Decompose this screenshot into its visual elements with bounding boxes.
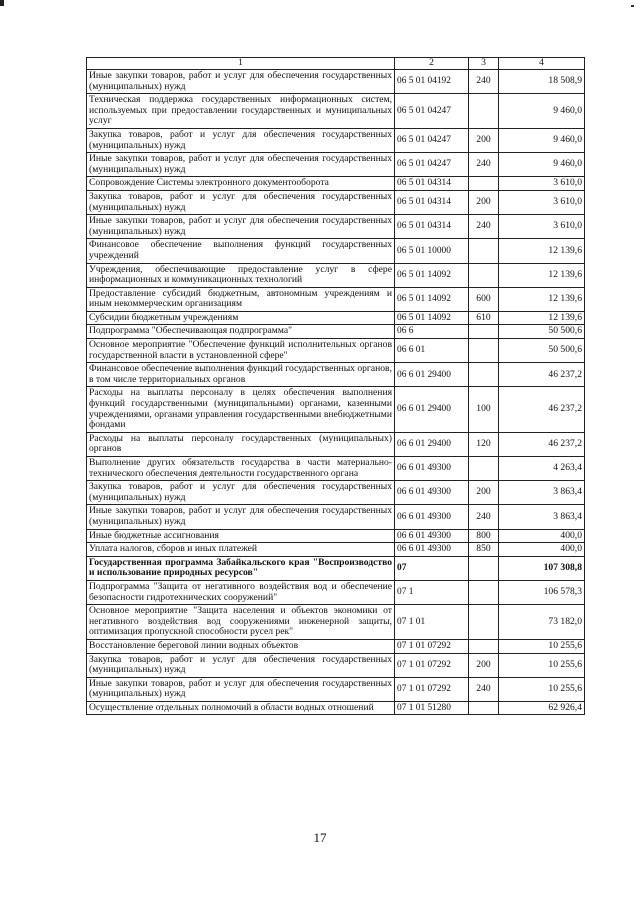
- header-col-4: 4: [499, 58, 585, 70]
- row-amount-cell: 62 926,4: [499, 701, 585, 715]
- row-type-cell: [469, 94, 499, 129]
- row-type-cell: [469, 239, 499, 263]
- row-type-cell: [469, 363, 499, 387]
- table-row: [87, 153, 585, 177]
- row-type-cell: 200: [469, 481, 499, 505]
- row-code-cell: 07 1: [395, 580, 469, 604]
- row-amount-cell: 9 460,0: [499, 153, 585, 177]
- row-name-cell: Учреждения, обеспечивающие предоставление услуг в сфере информационных и коммуникационных технологий: [87, 263, 395, 287]
- row-type-cell: [469, 701, 499, 715]
- row-name-cell: Расходы на выплаты персоналу государственных (муниципальных) органов: [87, 432, 395, 456]
- row-amount-cell: 46 237,2: [499, 387, 585, 432]
- table-row: [87, 580, 585, 604]
- row-amount-cell: 106 578,3: [499, 580, 585, 604]
- table-row: [87, 239, 585, 263]
- table-row: [87, 177, 585, 191]
- table-row: [87, 387, 585, 432]
- row-type-cell: 610: [469, 311, 499, 325]
- row-code-cell: 06 6 01 49300: [395, 481, 469, 505]
- row-amount-cell: 3 863,4: [499, 505, 585, 529]
- row-type-cell: [469, 339, 499, 363]
- row-code-cell: 06 6 01 49300: [395, 457, 469, 481]
- row-amount-cell: 3 610,0: [499, 190, 585, 214]
- row-type-cell: 240: [469, 70, 499, 94]
- row-code-cell: 06 6 01 29400: [395, 387, 469, 432]
- row-name-cell: Выполнение других обязательств государства в части материально-технического обеспечения деятельности государственного органа: [87, 457, 395, 481]
- table-row: [87, 263, 585, 287]
- table-row: [87, 215, 585, 239]
- row-type-cell: [469, 580, 499, 604]
- row-name-cell: Закупка товаров, работ и услуг для обеспечения государственных (муниципальных) нужд: [87, 653, 395, 677]
- row-name-cell: Основное мероприятие "Защита населения и объектов экономики от негативного воздействия вод сооружениями инженерной защиты, оптимизация пропускной способности русел рек": [87, 605, 395, 640]
- row-type-cell: 240: [469, 153, 499, 177]
- row-code-cell: 06 5 01 04314: [395, 215, 469, 239]
- row-name-cell: Иные закупки товаров, работ и услуг для обеспечения государственных (муниципальных) нужд: [87, 70, 395, 94]
- table-row: [87, 432, 585, 456]
- header-col-3: 3: [469, 58, 499, 70]
- row-name-cell: Иные закупки товаров, работ и услуг для обеспечения государственных (муниципальных) нужд: [87, 215, 395, 239]
- row-name-cell: Уплата налогов, сборов и иных платежей: [87, 543, 395, 557]
- row-type-cell: [469, 556, 499, 580]
- table-row: [87, 128, 585, 152]
- row-code-cell: 06 5 01 14092: [395, 311, 469, 325]
- row-amount-cell: 50 500,6: [499, 339, 585, 363]
- table-row: [87, 339, 585, 363]
- row-amount-cell: 9 460,0: [499, 94, 585, 129]
- row-code-cell: 06 6 01 49300: [395, 505, 469, 529]
- row-name-cell: Осуществление отдельных полномочий в области водных отношений: [87, 701, 395, 715]
- row-code-cell: 07 1 01: [395, 605, 469, 640]
- row-amount-cell: 12 139,6: [499, 263, 585, 287]
- page-number: 17: [313, 830, 327, 845]
- table-row: [87, 190, 585, 214]
- row-code-cell: 07 1 01 51280: [395, 701, 469, 715]
- row-code-cell: 06 6 01 49300: [395, 543, 469, 557]
- table-row: [87, 556, 585, 580]
- row-name-cell: Сопровождение Системы электронного документооборота: [87, 177, 395, 191]
- row-code-cell: 06 5 01 04247: [395, 128, 469, 152]
- row-code-cell: 07 1 01 07292: [395, 677, 469, 701]
- row-amount-cell: 3 863,4: [499, 481, 585, 505]
- row-amount-cell: 9 460,0: [499, 128, 585, 152]
- table-row: [87, 287, 585, 311]
- row-code-cell: 06 5 01 04314: [395, 177, 469, 191]
- row-code-cell: 07 1 01 07292: [395, 653, 469, 677]
- table-row: [87, 677, 585, 701]
- row-code-cell: 06 5 01 04314: [395, 190, 469, 214]
- row-code-cell: 06 5 01 04247: [395, 153, 469, 177]
- budget-table: [86, 57, 585, 715]
- row-code-cell: 06 5 01 04247: [395, 94, 469, 129]
- row-type-cell: 800: [469, 529, 499, 543]
- table-row: [87, 605, 585, 640]
- row-name-cell: Подпрограмма "Защита от негативного воздействия вод и обеспечение безопасности гидротехнических сооружений": [87, 580, 395, 604]
- row-type-cell: 240: [469, 677, 499, 701]
- row-name-cell: Закупка товаров, работ и услуг для обеспечения государственных (муниципальных) нужд: [87, 481, 395, 505]
- row-type-cell: [469, 177, 499, 191]
- row-amount-cell: 400,0: [499, 529, 585, 543]
- row-name-cell: Государственная программа Забайкальского края "Воспроизводство и использование природных ресурсов": [87, 556, 395, 580]
- row-name-cell: Финансовое обеспечение выполнения функций государственных органов, в том числе территориальных органов: [87, 363, 395, 387]
- row-code-cell: 06 5 01 04192: [395, 70, 469, 94]
- row-amount-cell: 46 237,2: [499, 432, 585, 456]
- table-row: [87, 639, 585, 653]
- table-row: [87, 311, 585, 325]
- row-type-cell: 120: [469, 432, 499, 456]
- scan-corner-mark: [0, 0, 4, 6]
- table-row: [87, 70, 585, 94]
- row-amount-cell: 10 255,6: [499, 653, 585, 677]
- row-code-cell: 06 6 01 29400: [395, 363, 469, 387]
- row-code-cell: 06 6 01 49300: [395, 529, 469, 543]
- row-amount-cell: 12 139,6: [499, 239, 585, 263]
- row-name-cell: Иные закупки товаров, работ и услуг для обеспечения государственных (муниципальных) нужд: [87, 153, 395, 177]
- row-name-cell: Расходы на выплаты персоналу в целях обеспечения выполнения функций государственными (муниципальными) органами, казенными учреждениями, органами управления государственными внебюджетными фондами: [87, 387, 395, 432]
- row-amount-cell: 12 139,6: [499, 311, 585, 325]
- row-type-cell: [469, 639, 499, 653]
- table-row: [87, 481, 585, 505]
- row-code-cell: 06 5 01 14092: [395, 263, 469, 287]
- row-name-cell: Подпрограмма "Обеспечивающая подпрограмма": [87, 325, 395, 339]
- row-name-cell: Закупка товаров, работ и услуг для обеспечения государственных (муниципальных) нужд: [87, 190, 395, 214]
- row-type-cell: 100: [469, 387, 499, 432]
- row-code-cell: 07 1 01 07292: [395, 639, 469, 653]
- table-header-row: [87, 58, 585, 70]
- row-amount-cell: 73 182,0: [499, 605, 585, 640]
- row-code-cell: 06 6: [395, 325, 469, 339]
- row-code-cell: 06 6 01 29400: [395, 432, 469, 456]
- row-amount-cell: 12 139,6: [499, 287, 585, 311]
- row-type-cell: 240: [469, 505, 499, 529]
- row-amount-cell: 3 610,0: [499, 177, 585, 191]
- row-name-cell: Иные закупки товаров, работ и услуг для обеспечения государственных (муниципальных) нужд: [87, 505, 395, 529]
- row-amount-cell: 50 500,6: [499, 325, 585, 339]
- row-code-cell: 06 5 01 14092: [395, 287, 469, 311]
- row-name-cell: Иные бюджетные ассигнования: [87, 529, 395, 543]
- row-name-cell: Основное мероприятие "Обеспечение функций исполнительных органов государственной власти в установленной сфере": [87, 339, 395, 363]
- row-name-cell: Восстановление береговой линии водных объектов: [87, 639, 395, 653]
- row-name-cell: Субсидии бюджетным учреждениям: [87, 311, 395, 325]
- header-col-1: 1: [87, 58, 395, 70]
- row-type-cell: 240: [469, 215, 499, 239]
- table-row: [87, 325, 585, 339]
- budget-table-body: [87, 58, 585, 715]
- row-code-cell: 07: [395, 556, 469, 580]
- table-row: [87, 529, 585, 543]
- table-row: [87, 94, 585, 129]
- row-type-cell: 600: [469, 287, 499, 311]
- row-amount-cell: 10 255,6: [499, 677, 585, 701]
- table-row: [87, 543, 585, 557]
- scan-dot: [631, 5, 634, 7]
- row-type-cell: 850: [469, 543, 499, 557]
- row-type-cell: 200: [469, 128, 499, 152]
- row-name-cell: Техническая поддержка государственных информационных систем, используемых при предоставлении государственных и муниципальных услуг: [87, 94, 395, 129]
- row-amount-cell: 18 508,9: [499, 70, 585, 94]
- row-code-cell: 06 5 01 10000: [395, 239, 469, 263]
- row-name-cell: Финансовое обеспечение выполнения функций государственных учреждений: [87, 239, 395, 263]
- row-code-cell: 06 6 01: [395, 339, 469, 363]
- row-amount-cell: 10 255,6: [499, 639, 585, 653]
- row-name-cell: Иные закупки товаров, работ и услуг для обеспечения государственных (муниципальных) нужд: [87, 677, 395, 701]
- row-amount-cell: 3 610,0: [499, 215, 585, 239]
- table-row: [87, 701, 585, 715]
- row-type-cell: [469, 457, 499, 481]
- row-type-cell: [469, 263, 499, 287]
- row-amount-cell: 107 308,8: [499, 556, 585, 580]
- row-type-cell: [469, 605, 499, 640]
- row-name-cell: Закупка товаров, работ и услуг для обеспечения государственных (муниципальных) нужд: [87, 128, 395, 152]
- table-row: [87, 653, 585, 677]
- row-amount-cell: 46 237,2: [499, 363, 585, 387]
- row-type-cell: 200: [469, 653, 499, 677]
- row-amount-cell: 400,0: [499, 543, 585, 557]
- row-amount-cell: 4 263,4: [499, 457, 585, 481]
- row-type-cell: [469, 325, 499, 339]
- table-row: [87, 457, 585, 481]
- table-row: [87, 505, 585, 529]
- row-name-cell: Предоставление субсидий бюджетным, автономным учреждениям и иным некоммерческим организациям: [87, 287, 395, 311]
- row-type-cell: 200: [469, 190, 499, 214]
- table-row: [87, 363, 585, 387]
- header-col-2: 2: [395, 58, 469, 70]
